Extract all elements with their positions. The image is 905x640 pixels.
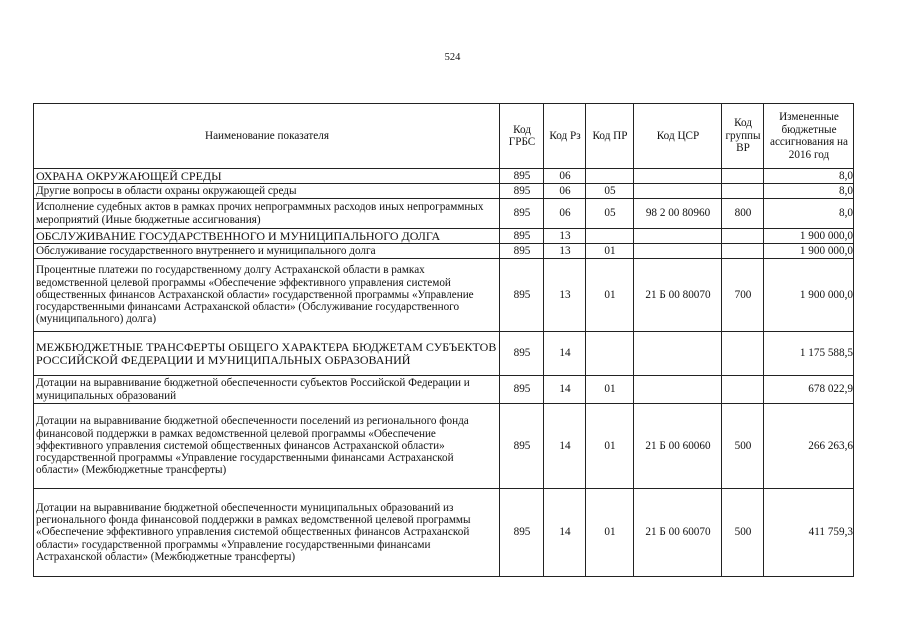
row-amount: 266 263,6 (764, 404, 854, 489)
table-row (34, 489, 854, 577)
table-row (34, 259, 854, 332)
row-grbs: 895 (500, 259, 544, 332)
row-name: ОБСЛУЖИВАНИЕ ГОСУДАРСТВЕННОГО И МУНИЦИПАЛЬНОГО ДОЛГА (34, 229, 500, 244)
row-amount: 8,0 (764, 199, 854, 229)
row-csr (634, 376, 722, 404)
row-rz: 14 (544, 376, 586, 404)
header-vr: Код группы ВР (722, 104, 764, 169)
row-amount: 1 900 000,0 (764, 259, 854, 332)
row-grbs: 895 (500, 244, 544, 259)
row-pr: 01 (586, 489, 634, 577)
header-rz: Код Рз (544, 104, 586, 169)
row-name: Обслуживание государственного внутреннего и муниципального долга (34, 244, 500, 259)
row-vr: 800 (722, 199, 764, 229)
row-rz: 14 (544, 489, 586, 577)
table-row (34, 404, 854, 489)
row-amount: 8,0 (764, 169, 854, 184)
row-rz: 14 (544, 404, 586, 489)
row-name: МЕЖБЮДЖЕТНЫЕ ТРАНСФЕРТЫ ОБЩЕГО ХАРАКТЕРА БЮДЖЕТАМ СУБЪЕКТОВ РОССИЙСКОЙ ФЕДЕРАЦИИ И МУНИЦИПАЛЬНЫХ ОБРАЗОВАНИЙ (34, 332, 500, 376)
row-rz: 13 (544, 229, 586, 244)
table-row (34, 229, 854, 244)
header-amount: Измененные бюджетные ассигнования на 2016 год (764, 104, 854, 169)
row-pr (586, 229, 634, 244)
row-pr: 01 (586, 244, 634, 259)
row-pr (586, 169, 634, 184)
row-name: Другие вопросы в области охраны окружающей среды (34, 184, 500, 199)
row-vr: 500 (722, 489, 764, 577)
row-amount: 1 900 000,0 (764, 244, 854, 259)
header-grbs: Код ГРБС (500, 104, 544, 169)
row-csr (634, 332, 722, 376)
table-row (34, 244, 854, 259)
row-rz: 14 (544, 332, 586, 376)
table-row (34, 199, 854, 229)
row-amount: 8,0 (764, 184, 854, 199)
header-csr: Код ЦСР (634, 104, 722, 169)
row-vr (722, 169, 764, 184)
row-pr: 01 (586, 376, 634, 404)
row-csr: 21 Б 00 60060 (634, 404, 722, 489)
row-vr (722, 184, 764, 199)
table-row (34, 376, 854, 404)
row-grbs: 895 (500, 376, 544, 404)
row-grbs: 895 (500, 404, 544, 489)
header-name: Наименование показателя (34, 104, 500, 169)
row-pr: 05 (586, 199, 634, 229)
row-rz: 06 (544, 169, 586, 184)
row-csr (634, 184, 722, 199)
row-amount: 1 175 588,5 (764, 332, 854, 376)
row-grbs: 895 (500, 332, 544, 376)
row-csr (634, 244, 722, 259)
budget-table (33, 103, 854, 577)
row-rz: 06 (544, 199, 586, 229)
row-name: Дотации на выравнивание бюджетной обеспеченности муниципальных образований из регионального фонда финансовой поддержки в рамках ведомственной целевой программы «Обеспечение эффективного управления системой общественных финансов Астраханской области» государственной программы «Управление государственными финансами Астраханской области» (Межбюджетные трансферты) (34, 489, 500, 577)
row-name: Дотации на выравнивание бюджетной обеспеченности поселений из регионального фонда финансовой поддержки в рамках ведомственной целевой программы «Обеспечение эффективного управления системой общественных финансов Астраханской области» государственной программы «Управление государственными финансами Астраханской области» (Межбюджетные трансферты) (34, 404, 500, 489)
row-vr (722, 376, 764, 404)
row-csr (634, 229, 722, 244)
table-row (34, 184, 854, 199)
row-vr (722, 229, 764, 244)
table-row (34, 169, 854, 184)
row-csr: 98 2 00 80960 (634, 199, 722, 229)
row-pr: 01 (586, 259, 634, 332)
row-name: Дотации на выравнивание бюджетной обеспеченности субъектов Российской Федерации и муниципальных образований (34, 376, 500, 404)
row-grbs: 895 (500, 199, 544, 229)
row-amount: 1 900 000,0 (764, 229, 854, 244)
row-grbs: 895 (500, 169, 544, 184)
row-vr: 700 (722, 259, 764, 332)
row-rz: 13 (544, 259, 586, 332)
row-pr: 01 (586, 404, 634, 489)
row-grbs: 895 (500, 184, 544, 199)
row-vr (722, 244, 764, 259)
row-grbs: 895 (500, 489, 544, 577)
row-vr (722, 332, 764, 376)
row-vr: 500 (722, 404, 764, 489)
row-amount: 678 022,9 (764, 376, 854, 404)
page-number: 524 (444, 52, 461, 63)
row-csr: 21 Б 00 80070 (634, 259, 722, 332)
row-grbs: 895 (500, 229, 544, 244)
row-name: Процентные платежи по государственному долгу Астраханской области в рамках ведомственной целевой программы «Обеспечение эффективного управления системой общественных финансов Астраханской области» государственной программы «Управление государственными финансами Астраханской области» (Обслуживание государственного (муниципального) долга) (34, 259, 500, 332)
row-pr (586, 332, 634, 376)
row-name: Исполнение судебных актов в рамках прочих непрограммных расходов иных непрограммных мероприятий (Иные бюджетные ассигнования) (34, 199, 500, 229)
row-name: ОХРАНА ОКРУЖАЮЩЕЙ СРЕДЫ (34, 169, 500, 184)
row-pr: 05 (586, 184, 634, 199)
table-row (34, 332, 854, 376)
row-rz: 06 (544, 184, 586, 199)
row-csr: 21 Б 00 60070 (634, 489, 722, 577)
header-row (34, 104, 854, 169)
row-amount: 411 759,3 (764, 489, 854, 577)
row-rz: 13 (544, 244, 586, 259)
header-pr: Код ПР (586, 104, 634, 169)
row-csr (634, 169, 722, 184)
